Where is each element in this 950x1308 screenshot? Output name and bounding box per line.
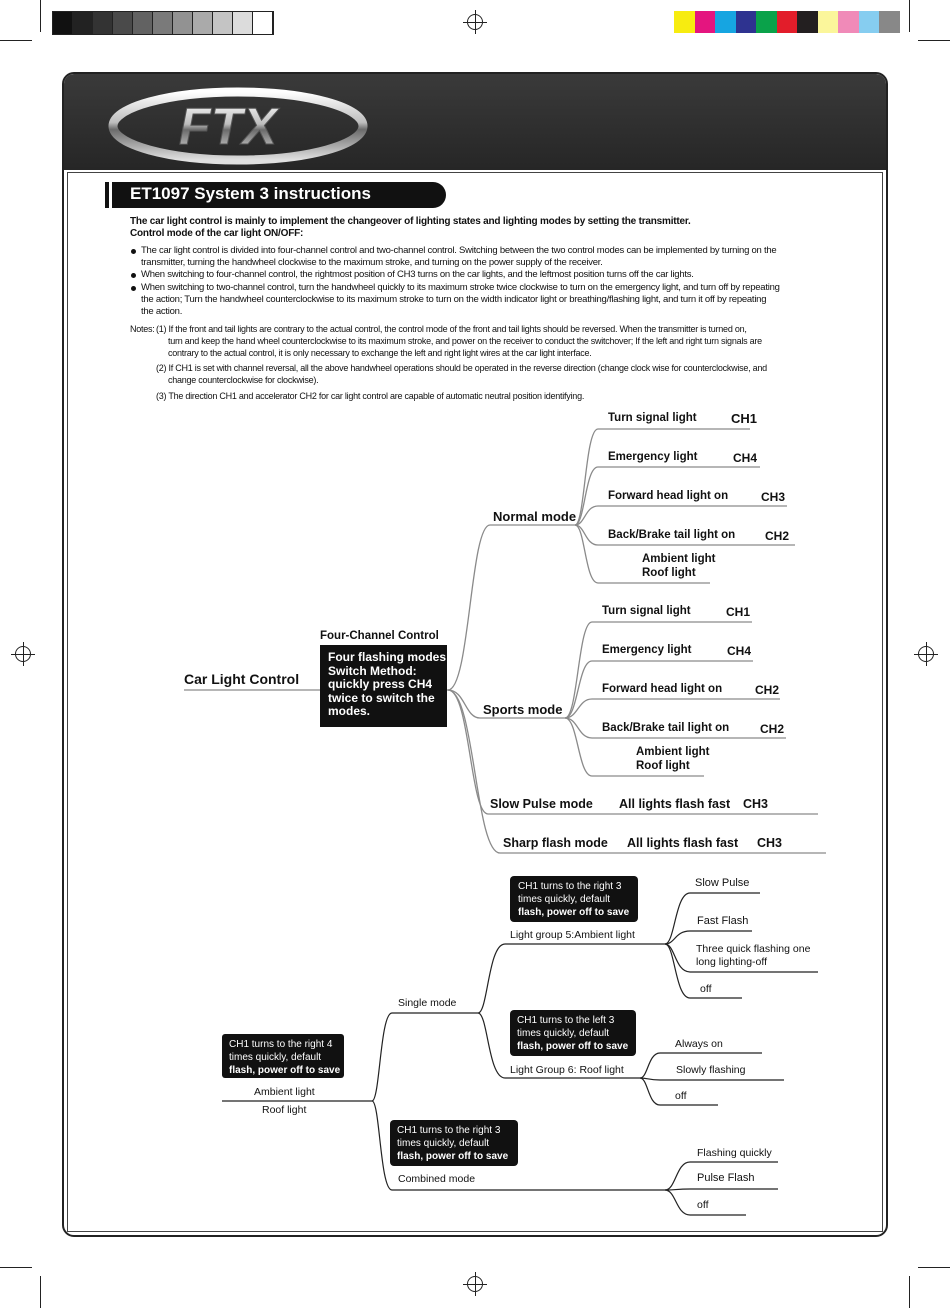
sports-item-name: Forward head light on (602, 683, 723, 695)
box-line: times quickly, default (517, 1028, 610, 1039)
combined-item: Pulse Flash (697, 1172, 755, 1184)
group6-item: off (675, 1090, 687, 1102)
sports-item-channel: CH1 (726, 605, 751, 619)
switch-box-line: twice to switch the (328, 690, 435, 705)
combined-box (390, 1120, 518, 1166)
box-line: flash, power off to save (397, 1151, 509, 1162)
switch-box-line: modes. (328, 704, 371, 718)
normal-mode-label: Normal mode (493, 509, 577, 524)
page-title: ET1097 System 3 instructions (130, 184, 371, 203)
group5-label: Light group 5:Ambient light (510, 929, 635, 941)
sports-item-name: Back/Brake tail light on (602, 722, 730, 734)
roof-root-label: Roof light (262, 1104, 307, 1116)
box-line: flash, power off to save (518, 907, 630, 918)
note-1-line-2: turn and keep the hand wheel counterclockwise to its maximum stroke, and power on the receiver to conduct the switchover; If the left and right turn signals are (168, 336, 762, 346)
box-line: times quickly, default (518, 894, 611, 905)
intro-line-1: The car light control is mainly to implement the changeover of lighting states and lighting modes by setting the transmitter. (130, 216, 691, 227)
bullet-3-line-1: When switching to two-channel control, turn the handwheel quickly to its maximum stroke twice clockwise to turn on the emergency light, and turn off by repeating (141, 282, 780, 293)
box-line: flash, power off to save (517, 1041, 629, 1052)
notes-label: Notes: (130, 324, 155, 334)
bullet-2-line-1: When switching to four-channel control, the rightmost position of CH3 turns on the car lights, and the leftmost position turns off the car lights. (141, 269, 694, 280)
bullet-3-line-3: the action. (141, 306, 183, 317)
group5-item: Slow Pulse (695, 877, 750, 889)
box-line: flash, power off to save (229, 1065, 341, 1076)
combined-mode-label: Combined mode (398, 1173, 476, 1185)
group5-item: off (700, 983, 712, 995)
intro-line-2: Control mode of the car light ON/OFF: (130, 228, 304, 239)
group5-item: Three quick flashing one (696, 943, 811, 955)
group6-item: Always on (675, 1038, 723, 1050)
box-line: CH1 turns to the right 3 (397, 1125, 501, 1136)
sharp-flash-channel: CH3 (757, 836, 783, 850)
ambient-root-label: Ambient light (254, 1086, 315, 1098)
normal-item-channel: CH2 (765, 529, 790, 543)
bullet-1-line-1: The car light control is divided into four-channel control and two-channel control. Switching between the two control modes can be implemented by turning on the (141, 245, 777, 256)
normal-extra-roof: Roof light (642, 567, 696, 579)
logo-text: FTX (178, 98, 278, 156)
normal-extra-ambient: Ambient light (642, 553, 716, 565)
sports-mode-label: Sports mode (483, 702, 563, 717)
note-2-line-1: (2) If CH1 is set with channel reversal, all the above handwheel operations should be operated in the reverse direction (change clock wise for counterclockwise, and (156, 363, 767, 373)
switch-box-line: Switch Method: (328, 663, 417, 678)
single-mode-label: Single mode (398, 997, 457, 1009)
four-channel-switch-box (320, 645, 447, 727)
normal-item-name: Forward head light on (608, 490, 729, 502)
sports-item-channel: CH2 (760, 722, 785, 736)
group6-box (510, 1010, 636, 1056)
sports-extra-ambient: Ambient light (636, 746, 710, 758)
combined-item: off (697, 1199, 709, 1211)
four-channel-control-label: Four-Channel Control (320, 630, 439, 642)
car-light-control-root: Car Light Control (184, 671, 300, 687)
note-1-line-1: (1) If the front and tail lights are contrary to the actual control, the control mode of the front and tail lights should be reversed. When the transmitter is turned on, (156, 324, 747, 334)
group5-item: Fast Flash (697, 915, 749, 927)
normal-item-name: Turn signal light (608, 412, 697, 424)
slow-pulse-mode-label: Slow Pulse mode (490, 797, 593, 811)
box-line: CH1 turns to the left 3 (517, 1015, 615, 1026)
sports-item-name: Emergency light (602, 644, 692, 656)
box-line: times quickly, default (229, 1052, 322, 1063)
group5-item: long lighting-off (696, 956, 768, 968)
box-line: CH1 turns to the right 3 (518, 881, 622, 892)
normal-item-name: Emergency light (608, 451, 698, 463)
sharp-flash-mode-label: Sharp flash mode (503, 836, 608, 850)
switch-box-line: quickly press CH4 (328, 677, 433, 691)
sharp-flash-desc: All lights flash fast (627, 836, 739, 850)
normal-item-channel: CH3 (761, 490, 786, 504)
sports-extra-roof: Roof light (636, 760, 690, 772)
switch-box-line: Four flashing modes (328, 650, 447, 664)
sports-item-channel: CH2 (755, 683, 780, 697)
combined-item: Flashing quickly (697, 1147, 772, 1159)
sports-item-channel: CH4 (727, 644, 752, 658)
box-line: times quickly, default (397, 1138, 490, 1149)
slow-pulse-desc: All lights flash fast (619, 797, 731, 811)
group5-box (510, 876, 638, 922)
ambient-root-box (222, 1034, 344, 1078)
slow-pulse-channel: CH3 (743, 797, 769, 811)
box-line: CH1 turns to the right 4 (229, 1039, 333, 1050)
normal-item-name: Back/Brake tail light on (608, 529, 736, 541)
normal-item-channel: CH1 (731, 411, 758, 426)
note-3-line-1: (3) The direction CH1 and accelerator CH2 for car light control are capable of automatic neutral position identifying. (156, 391, 585, 401)
normal-item-channel: CH4 (733, 451, 758, 465)
bullet-1-line-2: transmitter, turning the handwheel clockwise to the maximum stroke, and turning on the power supply of the receiver. (141, 257, 603, 268)
note-1-line-3: contrary to the actual control, it is only necessary to exchange the left and right light wires at the car light interface. (168, 348, 592, 358)
sports-item-name: Turn signal light (602, 605, 691, 617)
group6-item: Slowly flashing (676, 1064, 746, 1076)
group6-label: Light Group 6: Roof light (510, 1064, 624, 1076)
bullet-3-line-2: the action; Turn the handwheel counterclockwise to its maximum stroke to turn on the width indicator light or breathing/flashing light, and turn it off by repeating (141, 294, 767, 305)
note-2-line-2: change counterclockwise for clockwise). (168, 375, 319, 385)
